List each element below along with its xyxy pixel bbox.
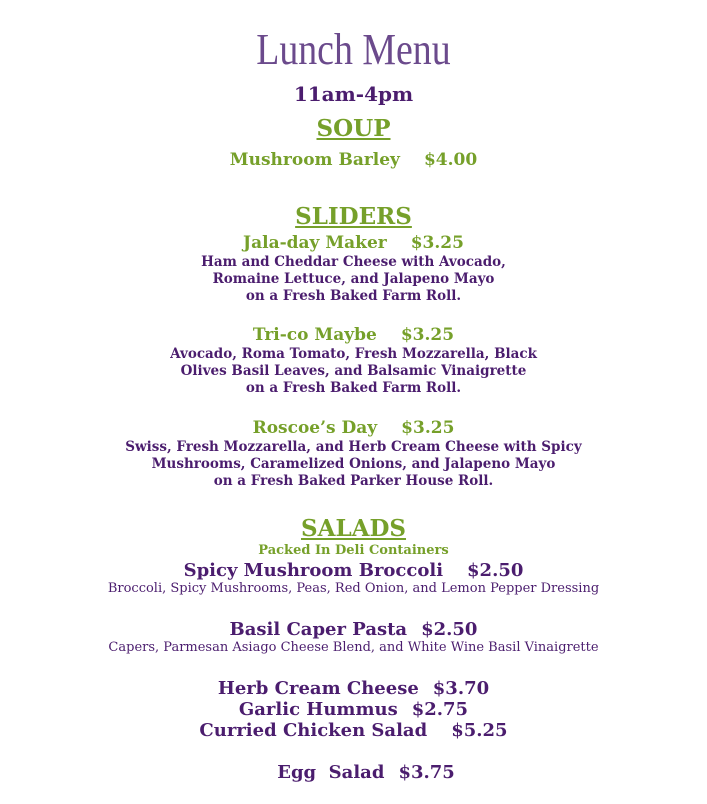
item-name: Basil Caper Pasta [229,619,408,640]
slider-desc-line: Olives Basil Leaves, and Balsamic Vinaigrette [180,363,527,379]
item-price: $4.00 [423,150,478,170]
item-price: $2.50 [467,560,524,581]
item-price: $3.25 [410,233,464,253]
slider-desc-line: on a Fresh Baked Farm Roll. [245,288,462,304]
menu-hours: 11am-4pm [293,82,414,106]
item-name: Spicy Mushroom Broccoli [183,560,444,581]
slider-desc-line: Avocado, Roma Tomato, Fresh Mozzarella, Black [170,346,537,362]
item-name: Mushroom Barley [229,150,400,170]
item-name: Garlic Hummus [238,699,398,720]
item-name: Egg Salad [277,762,385,783]
slider-item-tri-co-maybe [0,325,707,345]
slider-desc-line: on a Fresh Baked Parker House Roll. [213,473,494,489]
slider-item-roscoes-day [0,418,707,438]
item-name: Tri-co Maybe [252,325,377,345]
salads-subheading: Packed In Deli Containers [258,543,449,558]
salad-item-garlic-hummus [0,699,707,720]
soup-heading [0,115,707,142]
item-name: Curried Chicken Salad [199,720,428,741]
slider-desc-line: on a Fresh Baked Farm Roll. [245,380,462,396]
item-name: Herb Cream Cheese [217,678,419,699]
slider-item-jala-day-maker [0,233,707,253]
item-price: $5.25 [451,720,508,741]
slider-desc-line: Swiss, Fresh Mozzarella, and Herb Cream Cheese with Spicy [125,439,582,455]
sliders-heading-text: SLIDERS [295,203,412,230]
item-price: $2.50 [421,619,478,640]
slider-desc-line: Romaine Lettuce, and Jalapeno Mayo [212,271,495,287]
salads-heading [0,515,707,542]
item-price: $2.75 [411,699,469,720]
item-name: Jala-day Maker [243,233,387,253]
soup-item-mushroom-barley [0,150,707,170]
slider-desc-line: Mushrooms, Caramelized Onions, and Jalapeno Mayo [151,456,556,472]
item-price: $3.25 [400,325,455,345]
salad-item-basil-caper-pasta [0,619,707,640]
item-price: $3.25 [401,418,455,438]
item-price: $3.70 [432,678,490,699]
salads-heading-text: SALADS [300,515,407,542]
salad-desc: Capers, Parmesan Asiago Cheese Blend, and White Wine Basil Vinaigrette [108,640,599,655]
item-name: Roscoe’s Day [252,418,378,438]
slider-desc-line: Ham and Cheddar Cheese with Avocado, [201,254,506,270]
salad-item-curried-chicken-salad [0,720,707,741]
soup-heading-text: SOUP [316,115,391,142]
menu-title: Lunch Menu [256,25,451,74]
salad-desc: Broccoli, Spicy Mushrooms, Peas, Red Onion, and Lemon Pepper Dressing [107,581,600,596]
item-price: $3.75 [398,762,455,783]
sliders-heading [0,203,707,230]
salad-item-herb-cream-cheese [0,678,707,699]
salad-item-spicy-mushroom-broccoli [0,560,707,581]
